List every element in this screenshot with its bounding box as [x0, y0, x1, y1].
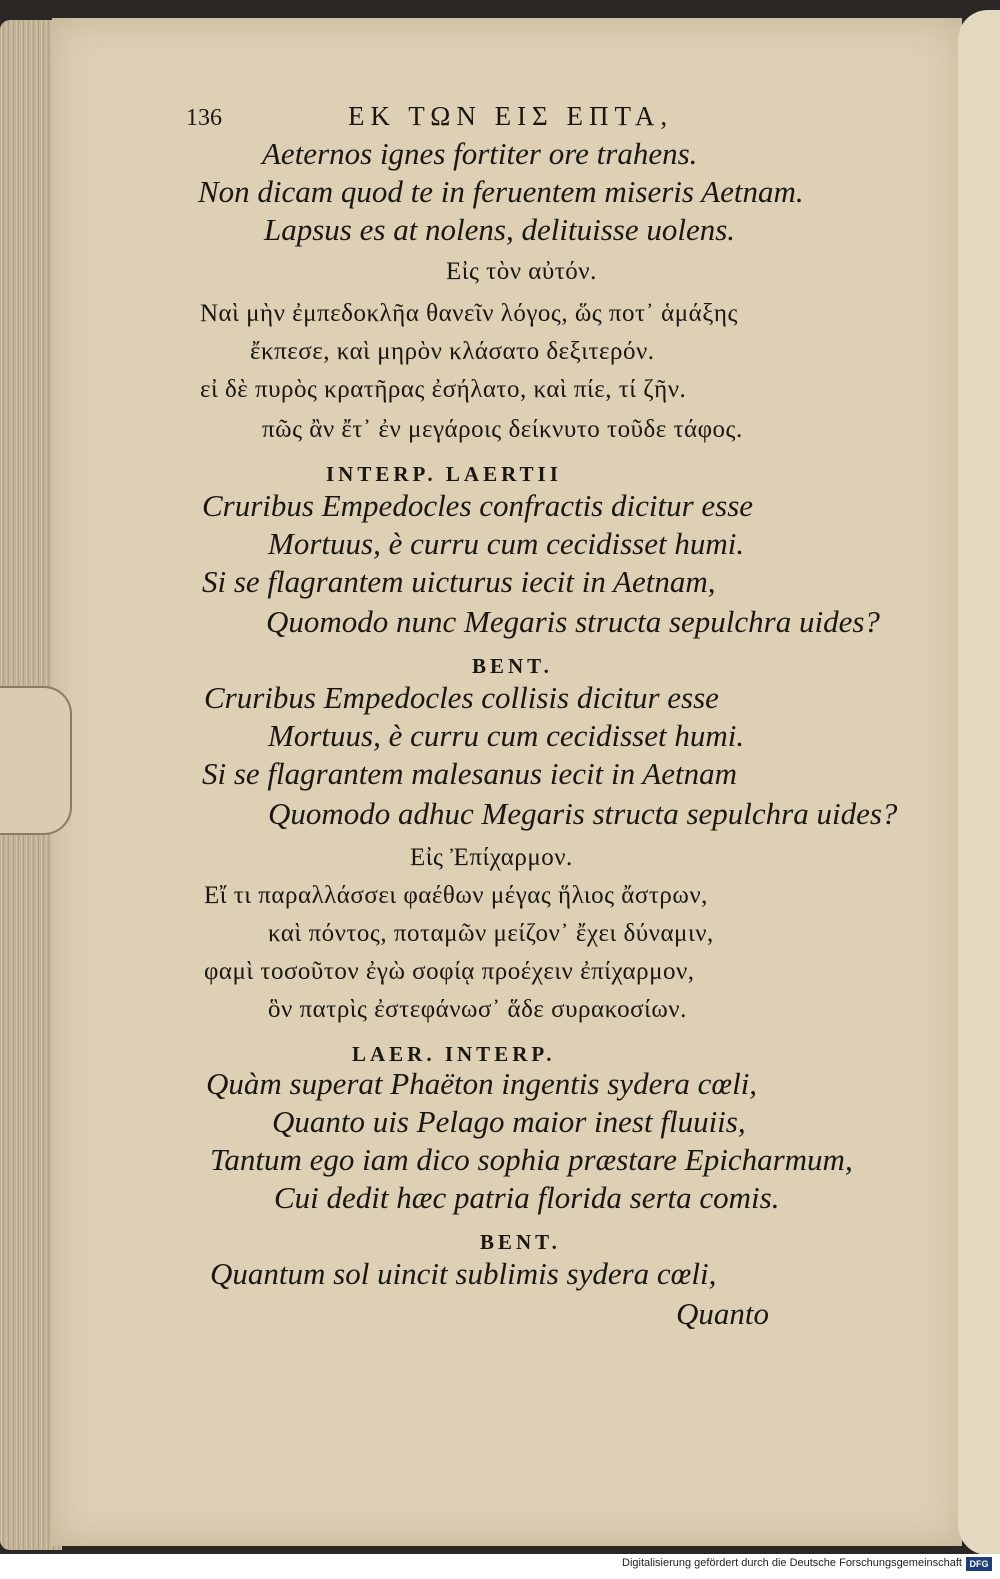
- greek-line: εἰ δὲ πυρὸς κρατῆρας ἐσήλατο, καὶ πίε, τί ζῆν.: [200, 376, 687, 403]
- section-heading: INTERP. LAERTII: [326, 462, 562, 486]
- greek-line: καὶ πόντος, ποταμῶν μείζον᾽ ἔχει δύναμιν,: [268, 920, 714, 947]
- text-line: Aeternos ignes fortiter ore trahens.: [262, 136, 698, 171]
- text-line: Cruribus Empedocles collisis dicitur esse: [204, 680, 719, 715]
- greek-line: ἔκπεσε, καὶ μηρὸν κλάσατο δεξιτερόν.: [250, 338, 655, 365]
- text-line: Tantum ego iam dico sophia præstare Epicharmum,: [210, 1142, 853, 1177]
- text-line: Quomodo nunc Megaris structa sepulchra uides?: [266, 604, 880, 639]
- greek-line: Ναὶ μὴν ἐμπεδοκλῆα θανεῖν λόγος, ὥς ποτ᾽ ἁμάξης: [200, 300, 738, 327]
- page-number: 136: [186, 105, 222, 131]
- text-line: Si se flagrantem malesanus iecit in Aetnam: [202, 756, 737, 791]
- text-line: Mortuus, è curru cum cecidisset humi.: [268, 718, 745, 753]
- catchword: Quanto: [676, 1296, 769, 1331]
- text-line: Cruribus Empedocles confractis dicitur esse: [202, 488, 754, 523]
- greek-line: φαμὶ τοσοῦτον ἐγὼ σοφίᾳ προέχειν ἐπίχαρμον,: [204, 958, 695, 985]
- section-heading: LAER. INTERP.: [352, 1042, 556, 1066]
- text-line: Mortuus, è curru cum cecidisset humi.: [268, 526, 745, 561]
- running-title: ΕΚ ΤΩΝ ΕΙΣ ΕΠΤΑ,: [348, 101, 674, 131]
- greek-line: ὃν πατρὶς ἐστεφάνωσ᾽ ἅδε συρακοσίων.: [268, 996, 687, 1023]
- text-line: Quantum sol uincit sublimis sydera cœli,: [210, 1256, 717, 1291]
- digitization-credit: Digitalisierung gefördert durch die Deutsche Forschungsgemeinschaft: [622, 1557, 962, 1569]
- text-line: Non dicam quod te in feruentem miseris Aetnam.: [198, 174, 804, 209]
- text-line: Cui dedit hæc patria florida serta comis.: [274, 1180, 780, 1215]
- dfg-logo: DFG: [966, 1557, 992, 1571]
- text-line: Lapsus es at nolens, delituisse uolens.: [264, 212, 736, 247]
- greek-line: Εἴ τι παραλλάσσει φαέθων μέγας ἥλιος ἄστρων,: [204, 882, 708, 909]
- greek-heading: Εἰς Ἐπίχαρμον.: [410, 844, 573, 871]
- greek-line: πῶς ἂν ἔτ᾽ ἐν μεγάροις δείκνυτο τοῦδε τάφος.: [262, 416, 743, 443]
- text-line: Si se flagrantem uicturus iecit in Aetnam,: [202, 564, 716, 599]
- section-heading: BENT.: [480, 1230, 561, 1254]
- greek-heading: Εἰς τὸν αὐτόν.: [446, 258, 597, 285]
- text-line: Quanto uis Pelago maior inest fluuiis,: [272, 1104, 746, 1139]
- text-line: Quomodo adhuc Megaris structa sepulchra uides?: [268, 796, 898, 831]
- section-heading: BENT.: [472, 654, 553, 678]
- text-line: Quàm superat Phaëton ingentis sydera cœli,: [206, 1066, 758, 1101]
